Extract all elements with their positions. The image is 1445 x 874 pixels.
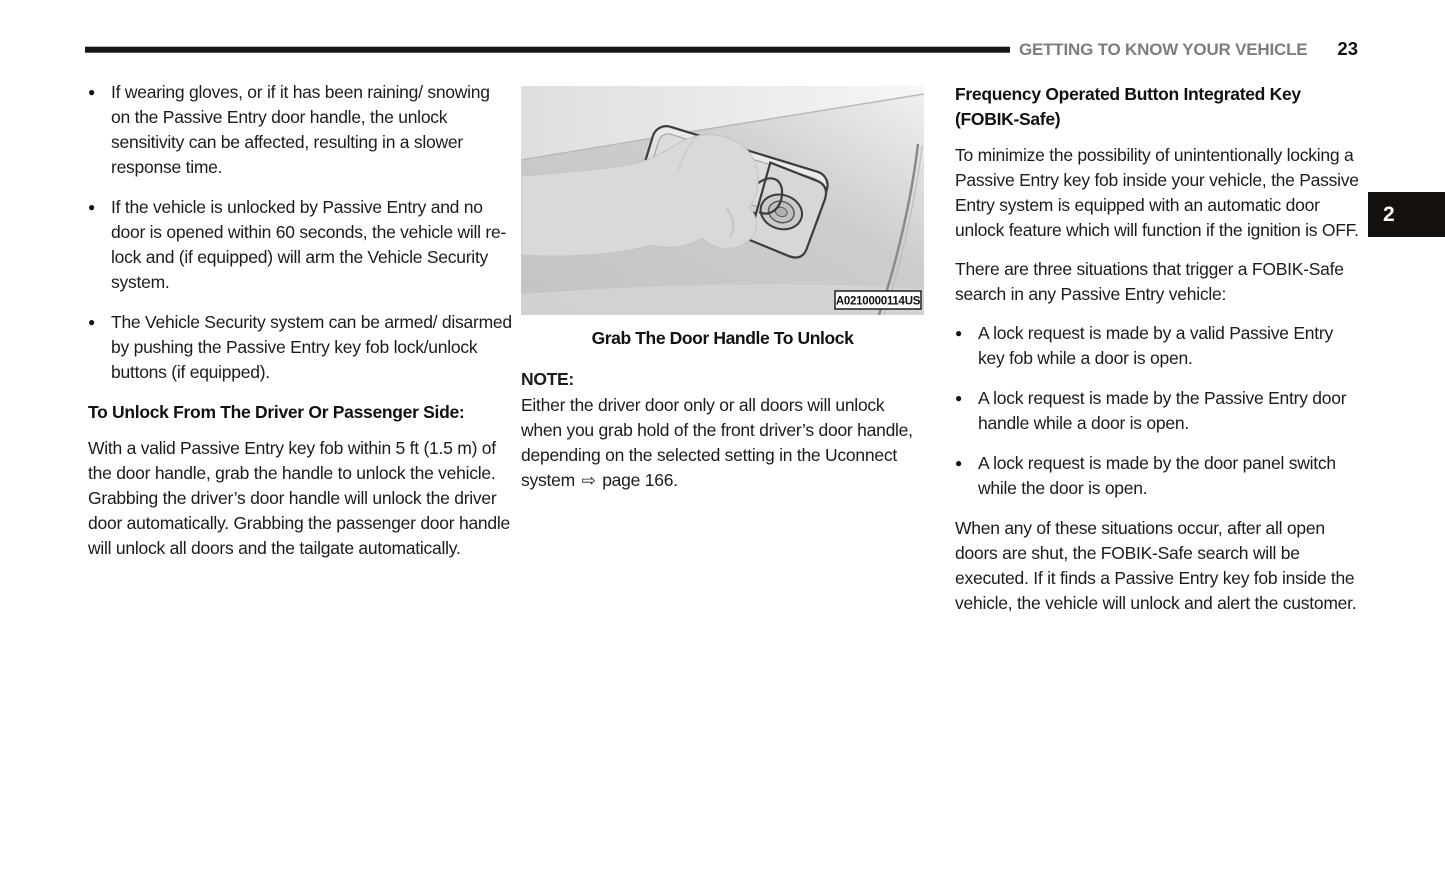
page-header xyxy=(1019,38,1358,60)
bullet-icon: ● xyxy=(88,200,95,214)
right-column xyxy=(955,82,1363,630)
note-paragraph xyxy=(521,393,924,493)
page-ref-text: page 166. xyxy=(602,470,678,490)
list-item xyxy=(955,451,1363,501)
figure-watermark-text: A0210000114US xyxy=(835,295,921,308)
unlock-side-heading: To Unlock From The Driver Or Passenger Side: xyxy=(88,402,465,422)
bullet-icon: ● xyxy=(88,315,95,329)
header-rule xyxy=(85,46,1010,53)
bullet-text: A lock request is made by a valid Passive Entry key fob while a door is open. xyxy=(978,323,1333,368)
section-tab-label: 2 xyxy=(1383,202,1395,226)
bullet-icon: ● xyxy=(955,456,962,470)
figure-watermark xyxy=(835,291,921,309)
list-item xyxy=(88,310,512,385)
passive-entry-bullet-list xyxy=(88,80,512,385)
fobik-paragraph-1: To minimize the possibility of unintentionally locking a Passive Entry key fob inside your vehicle, the Passive Entry system is equipped with an automatic door unlock feature which will function if the ignition is OFF. xyxy=(955,145,1359,240)
note-text: Either the driver door only or all doors will unlock when you grab hold of the front driver’s door handle, depending on the selected setting in the Uconnect system xyxy=(521,395,913,490)
bullet-text: If the vehicle is unlocked by Passive Entry and no door is opened within 60 seconds, the vehicle will re-lock and (if equipped) will arm the Vehicle Security system. xyxy=(111,197,507,292)
bullet-text: The Vehicle Security system can be armed/ disarmed by pushing the Passive Entry key fob lock/unlock buttons (if equipped). xyxy=(111,312,512,382)
bullet-icon: ● xyxy=(88,85,95,99)
list-item xyxy=(955,321,1363,371)
bullet-text: A lock request is made by the Passive Entry door handle while a door is open. xyxy=(978,388,1347,433)
fobik-paragraph-2: There are three situations that trigger a FOBIK-Safe search in any Passive Entry vehicle: xyxy=(955,259,1344,304)
fobik-bullet-list xyxy=(955,321,1363,501)
door-handle-illustration xyxy=(521,86,924,315)
door-handle-illustration-svg xyxy=(521,86,924,315)
bullet-text: A lock request is made by the door panel switch while the door is open. xyxy=(978,453,1336,498)
note-label: NOTE: xyxy=(521,369,574,389)
middle-column xyxy=(521,86,924,507)
bullet-text: If wearing gloves, or if it has been raining/ snowing on the Passive Entry door handle, the unlock sensitivity can be affected, resulting in a slower response time. xyxy=(111,82,490,177)
unlock-side-paragraph: With a valid Passive Entry key fob within 5 ft (1.5 m) of the door handle, grab the handle to unlock the vehicle. Grabbing the driver’s door handle will unlock the driver door automatically. Grabbing the passenger door handle will unlock all doors and the tailgate automatically. xyxy=(88,438,511,558)
list-item xyxy=(955,386,1363,436)
figure-caption: Grab The Door Handle To Unlock xyxy=(591,328,854,348)
page-reference[interactable] xyxy=(580,470,678,490)
list-item xyxy=(88,80,512,180)
list-item xyxy=(88,195,512,295)
left-column xyxy=(88,80,512,575)
fobik-heading: Frequency Operated Button Integrated Key (FOBIK-Safe) xyxy=(955,84,1301,129)
section-tab xyxy=(1368,192,1445,237)
page-number: 23 xyxy=(1337,38,1358,59)
bullet-icon: ● xyxy=(955,326,962,340)
fobik-paragraph-3: When any of these situations occur, after all open doors are shut, the FOBIK-Safe search will be executed. If it finds a Passive Entry key fob inside the vehicle, the vehicle will unlock and alert the customer. xyxy=(955,518,1357,613)
bullet-icon: ● xyxy=(955,391,962,405)
chapter-title: GETTING TO KNOW YOUR VEHICLE xyxy=(1018,40,1308,59)
page-ref-arrow-icon: ⇨ xyxy=(581,471,596,490)
